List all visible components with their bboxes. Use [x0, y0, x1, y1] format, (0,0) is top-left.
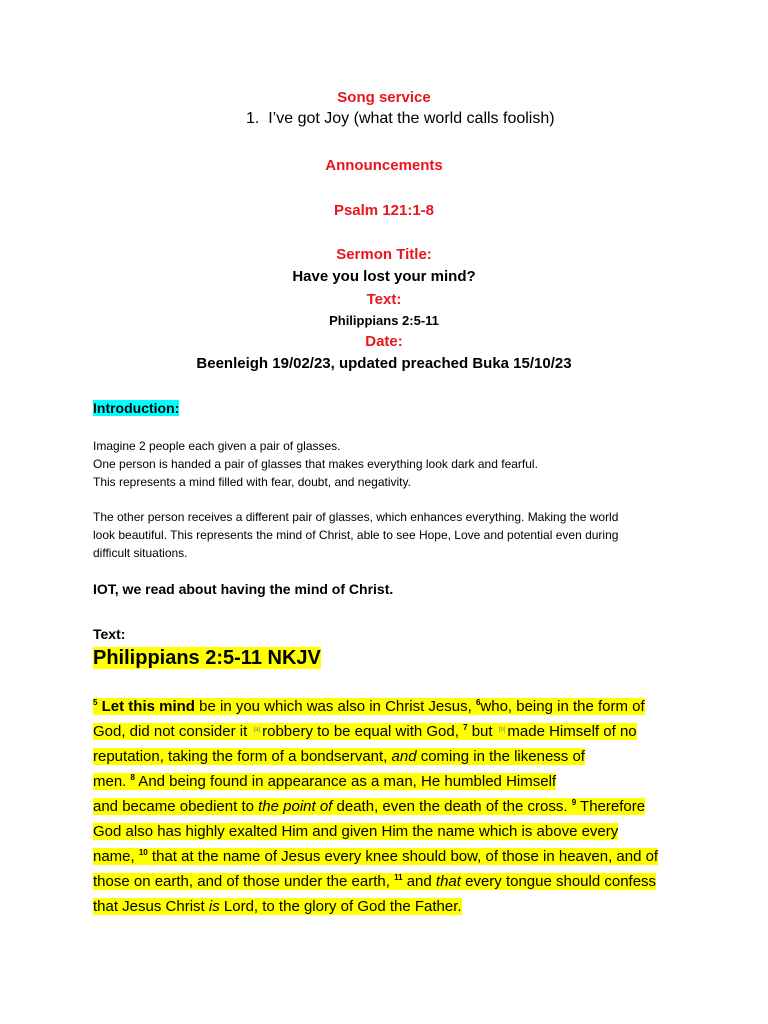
psalm-heading: Psalm 121:1-8 [333, 202, 435, 219]
verse-text: who, being in the form of [480, 698, 645, 715]
scripture-line [93, 697, 645, 717]
verse-text: Let this mind [101, 698, 195, 715]
scripture-line [93, 822, 618, 842]
scripture-reference-text: Philippians 2:5-11 NKJV [93, 647, 321, 669]
verse-number: 5 [93, 698, 98, 707]
intro-line: This represents a mind filled with fear, doubt, and negativity. [93, 475, 411, 489]
verse-text: robbery to be equal with God, [262, 723, 464, 740]
verse-text: Therefore [576, 798, 646, 815]
verse-text: the point of [258, 798, 333, 815]
verse-text: and became obedient to [93, 798, 259, 815]
text-label: Text: [366, 291, 402, 308]
verse-text: name, [93, 848, 139, 865]
verse-text: that [435, 873, 461, 890]
verse-text: that at the name of Jesus every knee should bow, of those in heaven, and of [147, 848, 659, 865]
verse-text: reputation, taking the form of a bondservant, [93, 748, 392, 765]
verse-text: is [208, 898, 220, 915]
song-item-text: I’ve got Joy (what the world calls foolish) [268, 110, 555, 127]
song-list-item [246, 110, 555, 128]
text-reference: Philippians 2:5-11 [329, 313, 439, 328]
sermon-title-label: Sermon Title: [336, 246, 432, 263]
date-label: Date: [365, 333, 403, 350]
intro-line: look beautiful. This represents the mind of Christ, able to see Hope, Love and potential even during [93, 528, 619, 542]
verse-number: 7 [463, 723, 468, 732]
scripture-line [93, 797, 645, 817]
verse-number: 9 [571, 798, 577, 807]
announcements-heading: Announcements [325, 157, 443, 174]
verse-text: God also has highly exalted Him and given Him the name which is above every [93, 823, 619, 840]
verse-text: but [471, 723, 497, 740]
verse-number: 10 [138, 848, 148, 857]
song-item-number: 1. [246, 110, 260, 127]
verse-text: And being found in appearance as a man, He humbled Himself [134, 773, 557, 790]
scripture-reference [93, 647, 321, 670]
verse-number: 11 [394, 873, 403, 882]
scripture-line [93, 772, 556, 792]
scripture-line [93, 747, 585, 767]
verse-text: and [391, 748, 417, 765]
date-value: Beenleigh 19/02/23, updated preached Buka 15/10/23 [196, 355, 572, 372]
intro-line: The other person receives a different pair of glasses, which enhances everything. Making the world [93, 510, 619, 524]
verse-text: Lord, to the glory of God the Father. [219, 898, 462, 915]
verse-number: 6 [475, 698, 481, 707]
song-service-heading: Song service [337, 89, 431, 106]
intro-line: Imagine 2 people each given a pair of glasses. [93, 439, 341, 453]
footnote-link[interactable]: [a] [253, 727, 261, 733]
verse-text: those on earth, and of those under the earth, [93, 873, 395, 890]
iot-statement: IOT, we read about having the mind of Christ. [93, 581, 394, 597]
intro-paragraph-1 [93, 437, 538, 491]
intro-line: One person is handed a pair of glasses that makes everything look dark and fearful. [93, 457, 538, 471]
intro-line: difficult situations. [93, 546, 188, 560]
introduction-heading [93, 400, 179, 416]
intro-paragraph-2 [93, 508, 618, 562]
scripture-line [93, 847, 658, 867]
verse-text: death, even the death of the cross. [332, 798, 572, 815]
scripture-line [93, 897, 462, 917]
sermon-title: Have you lost your mind? [292, 268, 476, 285]
verse-text: that Jesus Christ [93, 898, 209, 915]
verse-text: every tongue should confess [460, 873, 657, 890]
verse-text: God, did not consider it [93, 723, 252, 740]
scripture-line [93, 872, 656, 892]
footnote-link[interactable]: [b] [498, 727, 506, 733]
verse-text: coming in the likeness of [416, 748, 585, 765]
verse-text: men. [93, 773, 131, 790]
verse-number: 8 [130, 773, 135, 782]
verse-text: and [402, 873, 436, 890]
verse-text: made Himself of no [507, 723, 637, 740]
verse-text: be in you which was also in Christ Jesus, [194, 698, 476, 715]
scripture-line [93, 722, 637, 742]
scripture-label: Text: [93, 626, 126, 642]
introduction-heading-text: Introduction: [93, 400, 180, 416]
